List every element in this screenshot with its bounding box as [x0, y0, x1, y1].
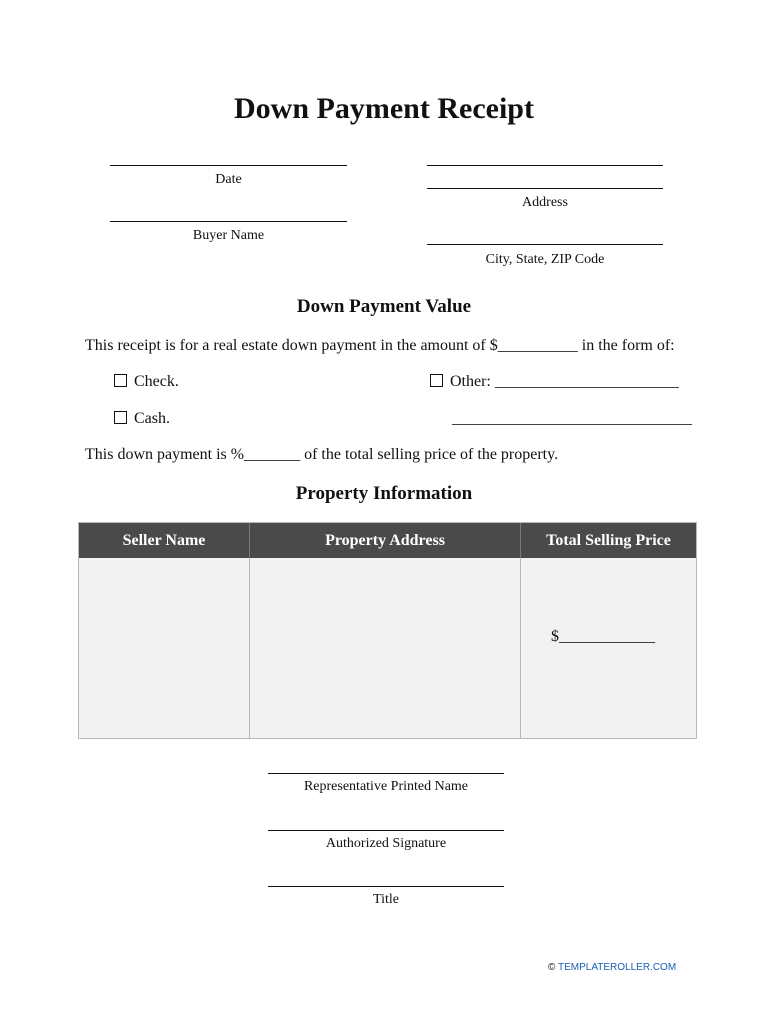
header-property-address: Property Address	[249, 523, 520, 558]
header-seller-name: Seller Name	[122, 532, 206, 549]
city-state-zip-caption: City, State, ZIP Code	[485, 252, 605, 267]
date-line[interactable]	[110, 165, 347, 166]
checkbox-icon[interactable]	[114, 374, 127, 387]
authorized-signature-line[interactable]	[268, 830, 504, 831]
copyright-icon: ©	[548, 962, 556, 973]
property-heading: Property Information	[295, 483, 473, 504]
authorized-signature-caption: Authorized Signature	[325, 836, 447, 851]
address-line-1[interactable]	[427, 165, 663, 166]
amount-statement: This receipt is for a real estate down payment in the amount of $__________ in the form of:	[85, 337, 675, 354]
header-total-selling-price: Total Selling Price	[520, 523, 696, 558]
table-header	[79, 523, 696, 558]
address-caption: Address	[522, 195, 568, 210]
check-option-label: Check.	[134, 373, 179, 390]
percent-statement: This down payment is %_______ of the total selling price of the property.	[85, 446, 559, 463]
buyer-name-line[interactable]	[110, 221, 347, 222]
checkbox-icon[interactable]	[114, 411, 127, 424]
seller-name-cell[interactable]	[79, 558, 249, 738]
total-selling-price-cell[interactable]	[520, 558, 696, 738]
footer-credit[interactable]	[548, 962, 676, 973]
cash-option[interactable]	[114, 410, 170, 428]
other-option-label: Other: _______________________	[450, 373, 679, 390]
property-address-cell[interactable]	[249, 558, 520, 738]
cash-option-label: Cash.	[134, 410, 170, 427]
check-option[interactable]	[114, 373, 179, 391]
representative-name-line[interactable]	[268, 773, 504, 774]
date-caption: Date	[215, 172, 242, 187]
document-title: Down Payment Receipt	[234, 92, 534, 125]
table-row	[79, 558, 696, 738]
title-caption: Title	[373, 892, 399, 907]
down-payment-heading: Down Payment Value	[296, 296, 472, 317]
title-line[interactable]	[268, 886, 504, 887]
other-description-line[interactable]: ______________________________	[452, 410, 692, 427]
other-option[interactable]	[430, 373, 679, 391]
city-state-zip-line[interactable]	[427, 244, 663, 245]
property-table	[78, 522, 697, 739]
buyer-name-caption: Buyer Name	[192, 228, 265, 243]
footer-site-link[interactable]: TEMPLATEROLLER.COM	[557, 962, 677, 973]
representative-name-caption: Representative Printed Name	[303, 779, 469, 794]
address-line-2[interactable]	[427, 188, 663, 189]
price-placeholder: $____________	[551, 628, 655, 645]
checkbox-icon[interactable]	[430, 374, 443, 387]
